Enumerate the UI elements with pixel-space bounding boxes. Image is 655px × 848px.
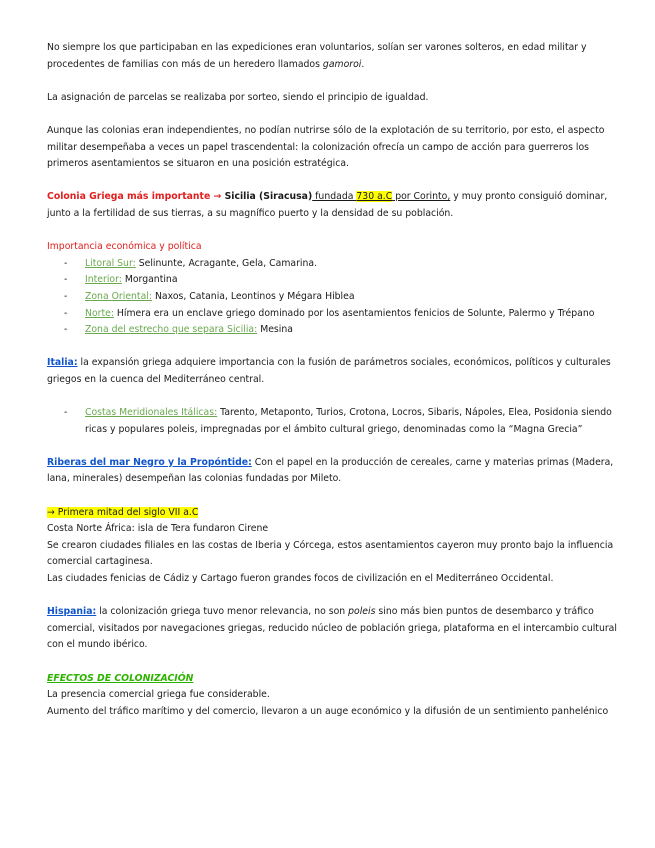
- paragraph-italia: [47, 355, 622, 388]
- paragraph-text: la expansión griega adquiere importancia con la fusión de parámetros sociales, económicos, políticos y culturales griegos en la cuenca del Mediterráneo central.: [47, 357, 611, 385]
- italia-list: [47, 405, 622, 438]
- term-gamoroi: gamoroi: [322, 58, 362, 70]
- list-item-text: Naxos, Catania, Leontinos y Mégara Hiblea: [152, 290, 355, 302]
- list-item: [47, 322, 622, 339]
- efectos-heading: [47, 671, 622, 688]
- year-highlight: 730 a.C: [356, 191, 393, 203]
- corinto-text: por Corinto,: [392, 191, 451, 203]
- siglo-line: Se crearon ciudades filiales en las costas de Iberia y Córcega, estos asentamientos cayeron muy pronto bajo la influencia comercial cartaginesa.: [47, 539, 614, 568]
- document-body: [47, 40, 622, 720]
- list-item: [47, 289, 622, 306]
- paragraph-riberas: [47, 455, 622, 488]
- list-item-text: Tarento, Metaponto, Turios, Crotona, Locros, Sibaris, Nápoles, Elea, Posidonia siendo ricas y populares poleis, impregnadas por el ámbito cultural griego, denominadas como la “Magna Grecia”: [85, 407, 612, 435]
- list-item-text: Selinunte, Acragante, Gela, Camarina.: [135, 257, 318, 269]
- colonia-label: Colonia Griega más importante →: [47, 191, 225, 203]
- siglo-heading: [47, 505, 622, 522]
- riberas-label: Riberas del mar Negro y la Propóntide:: [47, 456, 252, 468]
- importancia-heading: Importancia económica y política: [47, 241, 202, 253]
- importancia-list: [47, 256, 622, 339]
- list-item-text: Mesina: [257, 324, 293, 336]
- paragraph-text: sino más bien puntos de desembarco y tráfico comercial, visitados por navegaciones griegas, reducido núcleo de población griega, plataforma en el intercambio cultural con el mundo ibérico.: [47, 606, 617, 651]
- paragraph-colonia-importante: [47, 189, 622, 222]
- list-item: [47, 272, 622, 289]
- list-item-label: Litoral Sur:: [85, 257, 136, 269]
- list-item: [47, 306, 622, 323]
- list-item-label: Zona Oriental:: [85, 290, 152, 302]
- italia-label: Italia:: [47, 357, 78, 369]
- paragraph-text: y muy pronto consiguió dominar, junto a la fertilidad de sus tierras, a su magnífico puerto y la densidad de su población.: [47, 191, 608, 219]
- siglo-highlight: → Primera mitad del siglo VII a.C: [47, 506, 199, 518]
- efectos-title: EFECTOS DE COLONIZACIÓN: [47, 672, 194, 684]
- list-item-text: Hímera era un enclave griego dominado por los asentamientos fenicios de Solunte, Palermo y Trépano: [113, 307, 595, 319]
- fundada-text: fundada: [312, 191, 357, 203]
- paragraph-text: .: [361, 58, 365, 70]
- siglo-line: Costa Norte África: isla de Tera fundaron Cirene: [47, 523, 269, 535]
- list-item-label: Norte:: [85, 307, 114, 319]
- term-poleis: poleis: [348, 606, 376, 618]
- list-item-label: Costas Meridionales Itálicas:: [85, 407, 218, 419]
- sicilia-text: Sicilia (Siracusa): [224, 191, 313, 203]
- list-item-text: Morgantina: [121, 274, 178, 286]
- list-item: [47, 256, 622, 273]
- efectos-line: Aumento del tráfico marítimo y del comercio, llevaron a un auge económico y la difusión de un sentimiento panhelénico: [47, 705, 609, 717]
- paragraph-parcelas: La asignación de parcelas se realizaba por sorteo, siendo el principio de igualdad.: [47, 91, 429, 103]
- hispania-label: Hispania:: [47, 606, 97, 618]
- list-item-label: Zona del estrecho que separa Sicilia:: [85, 324, 258, 336]
- siglo-line: Las ciudades fenicias de Cádiz y Cartago fueron grandes focos de civilización en el Mediterráneo Occidental.: [47, 573, 554, 584]
- paragraph-voluntarios: [47, 40, 622, 73]
- paragraph-aspecto-militar: Aunque las colonias eran independientes, no podían nutrirse sólo de la explotación de su territorio, por esto, el aspecto militar desempeñaba a veces un papel trascendental: la colonización ofrecía un campo de acción para guerreros los primeros asentamientos se situaron en una posición estratégica.: [47, 124, 605, 170]
- list-item-label: Interior:: [85, 274, 122, 286]
- paragraph-text: Con el papel en la producción de cereales, carne y materias primas (Madera, lana, minerales) desempeñan las colonias fundadas por Mileto.: [47, 456, 614, 485]
- paragraph-hispania: [47, 604, 622, 654]
- list-item: [47, 405, 622, 438]
- paragraph-text: la colonización griega tuvo menor relevancia, no son: [96, 606, 349, 618]
- efectos-line: La presencia comercial griega fue considerable.: [47, 689, 270, 701]
- paragraph-text: No siempre los que participaban en las expediciones eran voluntarios, solían ser varones solteros, en edad militar y procedentes de familias con más de un heredero llamados: [47, 42, 587, 70]
